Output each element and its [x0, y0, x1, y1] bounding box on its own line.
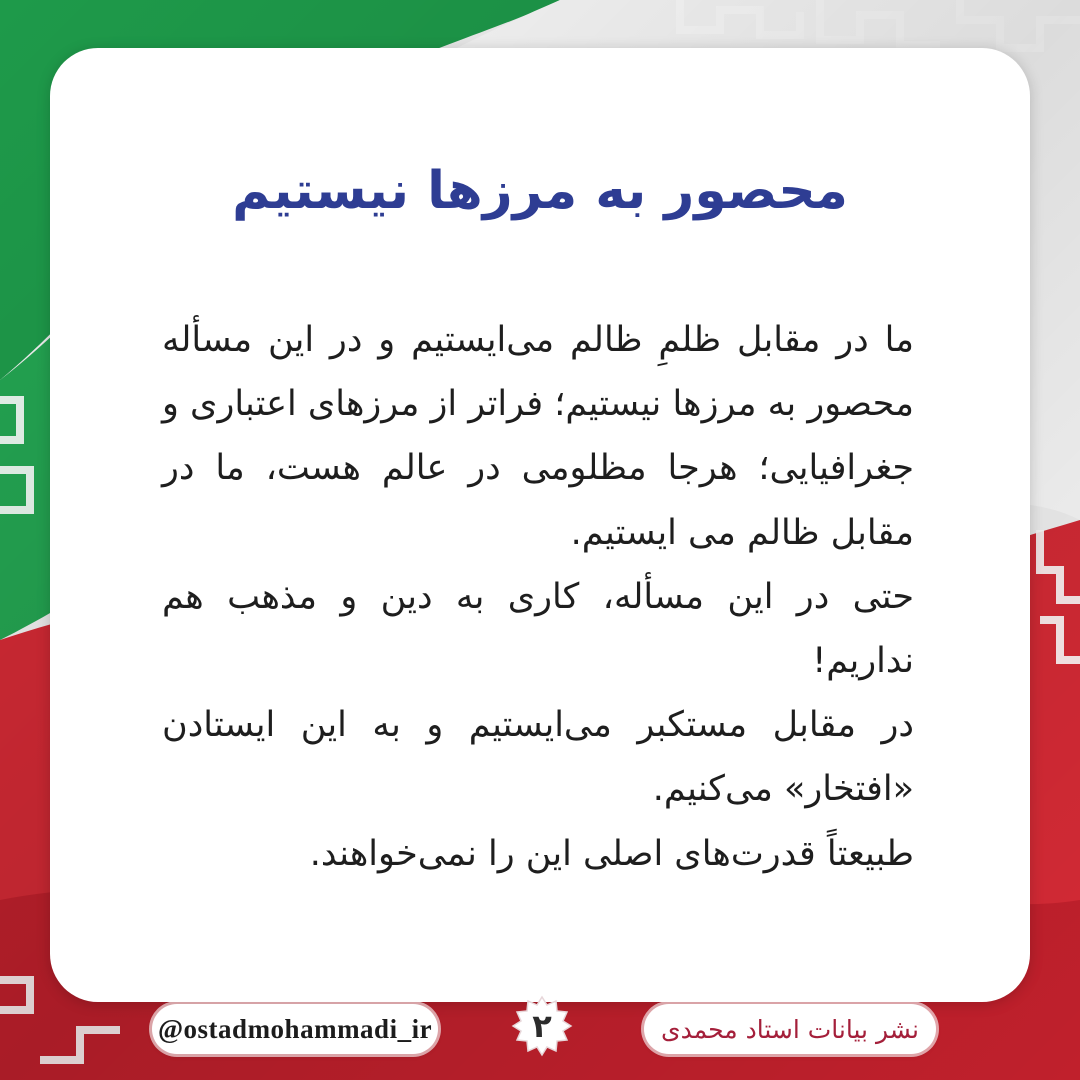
paragraph: طبیعتاً قدرت‌های اصلی این را نمی‌خواهند.	[309, 833, 914, 874]
paragraph: ما در مقابل ظلمِ ظالم می‌ایستیم و در این مسأله محصور به مرزها نیستیم؛ فراتر از مرزهای اعتباری و جغرافیایی؛ هرجا مظلومی در عالم هست، ما در مقابل ظالم می ایستیم.	[162, 320, 914, 553]
brand-badge	[644, 1004, 936, 1054]
paragraph: در مقابل مستکبر می‌ایستیم و به این ایستادن «افتخار» می‌کنیم.	[162, 705, 914, 810]
page-number: ۲	[532, 1007, 552, 1045]
brand-logo-text: نشر بیانات استاد محمدی	[661, 1014, 919, 1044]
quote-body	[162, 308, 914, 886]
social-handle: @ostadmohammadi_ir	[157, 1013, 433, 1044]
paragraph: حتی در این مسأله، کاری به دین و مذهب هم نداریم!	[162, 576, 914, 682]
social-handle-badge[interactable]	[152, 1004, 438, 1054]
page-title: محصور به مرزها نیستیم	[232, 161, 848, 221]
